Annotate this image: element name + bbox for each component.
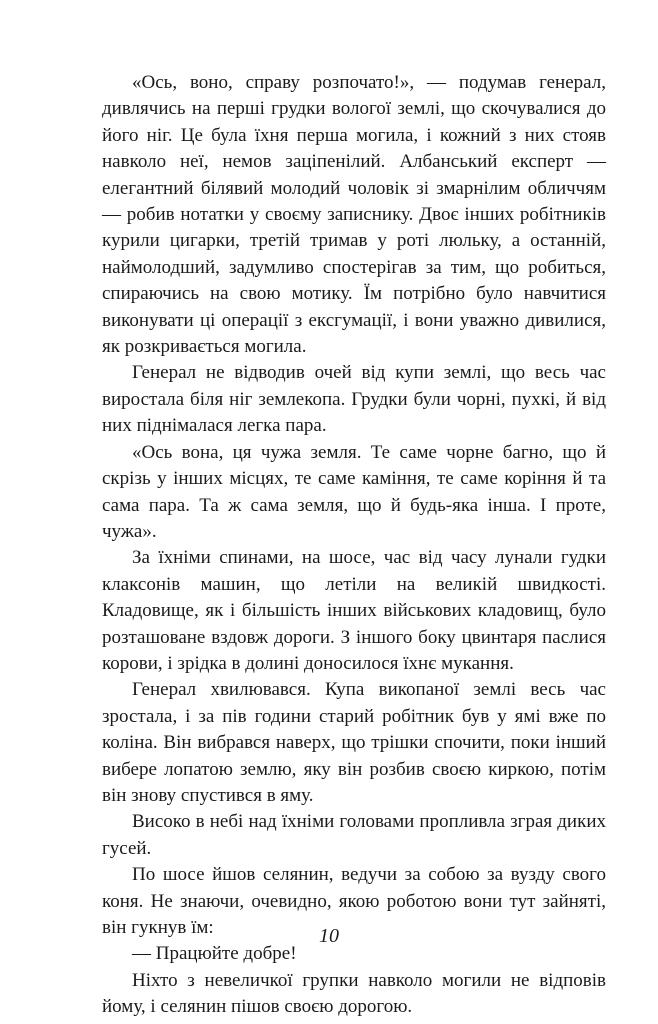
paragraph: За їхніми спинами, на шосе, час від часу лунали гудки клаксонів машин, що летіли на великій швидкості. Кладовище, як і більшість інших військових кладовищ, було розташоване вздовж дороги. З іншого боку цвинтаря паслися корови, і зрідка в долині доносилося їхнє мукання. (102, 547, 606, 674)
paragraph: — Працюйте добре! (132, 943, 297, 965)
book-page-text (102, 70, 606, 1021)
paragraph: По шосе йшов селянин, ведучи за собою за вузду свого коня. Не знаючи, очевидно, якою роботою вони тут зайняті, він гукнув їм: (102, 864, 606, 938)
paragraph: Генерал хвилювався. Купа викопаної землі весь час зростала, і за пів години старий робітник був у ямі вже по коліна. Він вибрався наверх, що трішки спочити, поки інший вибере лопатою землю, яку він розбив своєю киркою, потім він знову спустився в яму. (102, 679, 606, 806)
page-number: 10 (319, 925, 339, 947)
paragraph: Генерал не відводив очей від купи землі, що весь час виростала біля ніг землекопа. Грудки були чорні, пухкі, й від них піднімалася легка пара. (102, 362, 606, 437)
paragraph: Високо в небі над їхніми головами пропливла зграя диких гусей. (102, 811, 606, 859)
paragraph: «Ось вона, ця чужа земля. Те саме чорне багно, що й скрізь у інших місцях, те саме каміння, те саме коріння й та сама пара. Та ж сама земля, що й будь-яка інша. І проте, чужа». (102, 441, 606, 542)
paragraph: «Ось, воно, справу розпочато!», — подумав генерал, дивлячись на перші грудки вологої землі, що скочувалися до його ніг. Це була їхня перша могила, і кожний з них стояв навколо неї, немов заціпенілий. Албанський експерт — елегантний білявий молодий чоловік зі змарнілим обличчям — робив нотатки у своєму записнику. Двоє інших робітників курили цигарки, третій тримав у роті люльку, а останній, наймолодший, задумливо спостерігав за тим, що робиться, спираючись на свою мотику. Їм потрібно було навчитися виконувати ці операції з ексгумації, і вони уважно дивилися, як розкривається могила. (102, 72, 606, 358)
paragraph: Ніхто з невеличкої групки навколо могили не відповів йому, і селянин пішов своєю дорогою. (102, 969, 606, 1018)
